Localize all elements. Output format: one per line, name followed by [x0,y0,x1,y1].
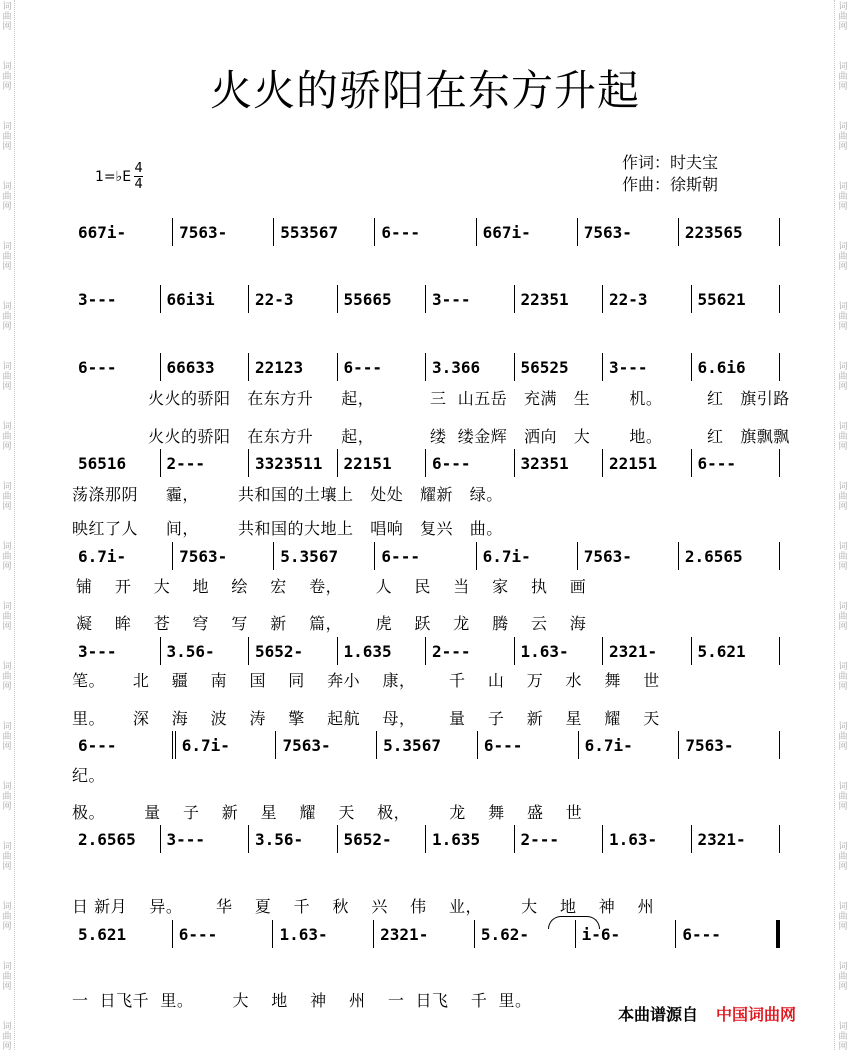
watermark-mark: 词 曲 网 [838,722,848,752]
measure: 7563- [578,542,679,570]
notation-row-6 [72,637,780,665]
measure: 3.56- [249,825,338,853]
measure: 667i- [477,218,578,246]
watermark-mark: 词 曲 网 [2,1022,12,1052]
measure: 7563- [276,731,377,759]
measure: 66633 [161,353,250,381]
measure: 6--- [692,449,781,477]
watermark-mark: 词 曲 网 [838,482,848,512]
measure: 6.7i- [72,542,173,570]
measure: 55621 [692,285,781,313]
watermark-mark: 词 曲 网 [838,962,848,992]
measure: 22123 [249,353,338,381]
measure: 22151 [338,449,427,477]
watermark-strip-left [0,0,15,1050]
watermark-mark: 词 曲 网 [2,602,12,632]
measure: 7563- [578,218,679,246]
measure: 3.366 [426,353,515,381]
measure: 3--- [161,825,250,853]
lyric-line-5: 铺 开 大 地 绘 宏 卷， 人 民 当 家 执 画 [76,577,587,596]
measure: 6--- [338,353,427,381]
measure: 553567 [274,218,375,246]
measure: 5.621 [72,920,173,948]
notation-row-1 [72,218,780,246]
measure: 6.7i- [579,731,680,759]
key-signature [95,162,143,191]
measure: 6--- [375,542,476,570]
measure: 66i3i [161,285,250,313]
lyric-line-1: 火火的骄阳 在东方升 起， 三 山五岳 充满 生 机。 红 旗引路 [148,389,790,408]
watermark-mark: 词 曲 网 [2,302,12,332]
measure: 3--- [603,353,692,381]
measure: 2321- [374,920,475,948]
measure: 1.63- [515,637,604,665]
watermark-mark: 词 曲 网 [838,1022,848,1052]
watermark-mark: 词 曲 网 [2,962,12,992]
watermark-mark: 词 曲 网 [838,542,848,572]
measure: i-6- [576,920,677,948]
measure: 32351 [515,449,604,477]
measure: 56516 [72,449,161,477]
lyric-line-2: 火火的骄阳 在东方升 起， 缕 缕金辉 洒向 大 地。 红 旗飘飘 [148,427,790,446]
notation-row-8 [72,825,780,853]
measure: 6--- [72,353,161,381]
measure: 7563- [679,731,780,759]
measure: 3--- [72,637,161,665]
measure: 2321- [692,825,781,853]
lyric-line-4: 映红了人 间， 共和国的大地上 唱响 复兴 曲。 [72,519,503,538]
lyric-line-10: 极。 量 子 新 星 耀 天 极， 龙 舞 盛 世 [72,803,583,822]
watermark-mark: 词 曲 网 [838,902,848,932]
measure: 6.6i6 [692,353,781,381]
lyric-line-7: 笔。 北 疆 南 国 同 奔小 康， 千 山 万 水 舞 世 [72,671,660,690]
measure: 6--- [72,731,176,759]
measure: 6--- [478,731,579,759]
measure: 5.621 [692,637,781,665]
watermark-mark: 词 曲 网 [2,482,12,512]
measure: 22-3 [249,285,338,313]
watermark-mark: 词 曲 网 [2,2,12,32]
watermark-mark: 词 曲 网 [838,842,848,872]
watermark-mark: 词 曲 网 [2,362,12,392]
measure: 6--- [173,920,274,948]
measure: 3--- [426,285,515,313]
watermark-mark: 词 曲 网 [2,842,12,872]
lyric-line-6: 凝 眸 苍 穹 写 新 篇， 虎 跃 龙 腾 云 海 [76,614,587,633]
time-signature-top: 4 [134,161,143,176]
measure: 5.3567 [274,542,375,570]
measure: 3323511 [249,449,338,477]
measure: 2--- [515,825,604,853]
key-label: 1=♭E [95,168,132,185]
measure: 7563- [173,218,274,246]
lyric-line-8: 里。 深 海 波 涛 擎 起航 母， 量 子 新 星 耀 天 [72,709,660,728]
watermark-strip-right [834,0,849,1050]
measure: 6.7i- [176,731,277,759]
notation-row-9 [72,920,780,948]
source-label: 本曲谱源自 [618,1005,699,1024]
time-signature-bottom: 4 [134,177,143,192]
lyric-line-11: 日 新月 异。 华 夏 千 秋 兴 伟 业， 大 地 神 州 [72,897,655,916]
watermark-mark: 词 曲 网 [838,62,848,92]
measure: 3.56- [161,637,250,665]
watermark-mark: 词 曲 网 [838,662,848,692]
measure: 2--- [161,449,250,477]
measure: 2.6565 [679,542,780,570]
measure: 2321- [603,637,692,665]
time-signature [134,162,143,191]
measure: 5.62- [475,920,576,948]
lyric-line-9: 纪。 [72,766,106,785]
watermark-mark: 词 曲 网 [2,422,12,452]
watermark-mark: 词 曲 网 [838,2,848,32]
measure: 6--- [676,920,780,948]
watermark-mark: 词 曲 网 [2,782,12,812]
measure: 6--- [375,218,476,246]
watermark-mark: 词 曲 网 [2,122,12,152]
measure: 667i- [72,218,173,246]
watermark-mark: 词 曲 网 [2,662,12,692]
measure: 6.7i- [477,542,578,570]
watermark-mark: 词 曲 网 [838,182,848,212]
measure: 2.6565 [72,825,161,853]
watermark-mark: 词 曲 网 [2,902,12,932]
watermark-mark: 词 曲 网 [838,242,848,272]
measure: 22-3 [603,285,692,313]
watermark-mark: 词 曲 网 [838,302,848,332]
watermark-mark: 词 曲 网 [2,542,12,572]
measure: 22151 [603,449,692,477]
watermark-mark: 词 曲 网 [838,422,848,452]
measure: 5.3567 [377,731,478,759]
measure: 5652- [338,825,427,853]
watermark-mark: 词 曲 网 [838,602,848,632]
watermark-mark: 词 曲 网 [2,62,12,92]
measure: 1.635 [426,825,515,853]
site-name-link[interactable]: 中国词曲网 [716,1005,797,1024]
measure: 56525 [515,353,604,381]
measure: 5652- [249,637,338,665]
measure: 1.63- [273,920,374,948]
notation-row-7 [72,731,780,759]
watermark-mark: 词 曲 网 [2,722,12,752]
watermark-mark: 词 曲 网 [2,242,12,272]
notation-row-5 [72,542,780,570]
watermark-mark: 词 曲 网 [838,122,848,152]
source-credit [618,1002,796,1025]
measure: 6--- [426,449,515,477]
measure: 2--- [426,637,515,665]
tie-slur [548,916,600,929]
lyricist-credit: 作词：时夫宝 [622,153,719,172]
composer-credit: 作曲：徐斯朝 [622,175,719,194]
lyric-line-12: 一 日飞千 里。 大 地 神 州 一 日飞 千 里。 [72,991,532,1010]
measure: 7563- [173,542,274,570]
notation-row-2 [72,285,780,313]
measure: 55665 [338,285,427,313]
measure: 1.635 [338,637,427,665]
measure: 22351 [515,285,604,313]
lyric-line-3: 荡涤那阴 霾， 共和国的土壤上 处处 耀新 绿。 [72,485,503,504]
watermark-mark: 词 曲 网 [838,362,848,392]
measure: 223565 [679,218,780,246]
measure: 3--- [72,285,161,313]
song-title: 火火的骄阳在东方升起 [209,66,640,115]
notation-row-4 [72,449,780,477]
watermark-mark: 词 曲 网 [838,782,848,812]
notation-row-3 [72,353,780,381]
measure: 1.63- [603,825,692,853]
watermark-mark: 词 曲 网 [2,182,12,212]
